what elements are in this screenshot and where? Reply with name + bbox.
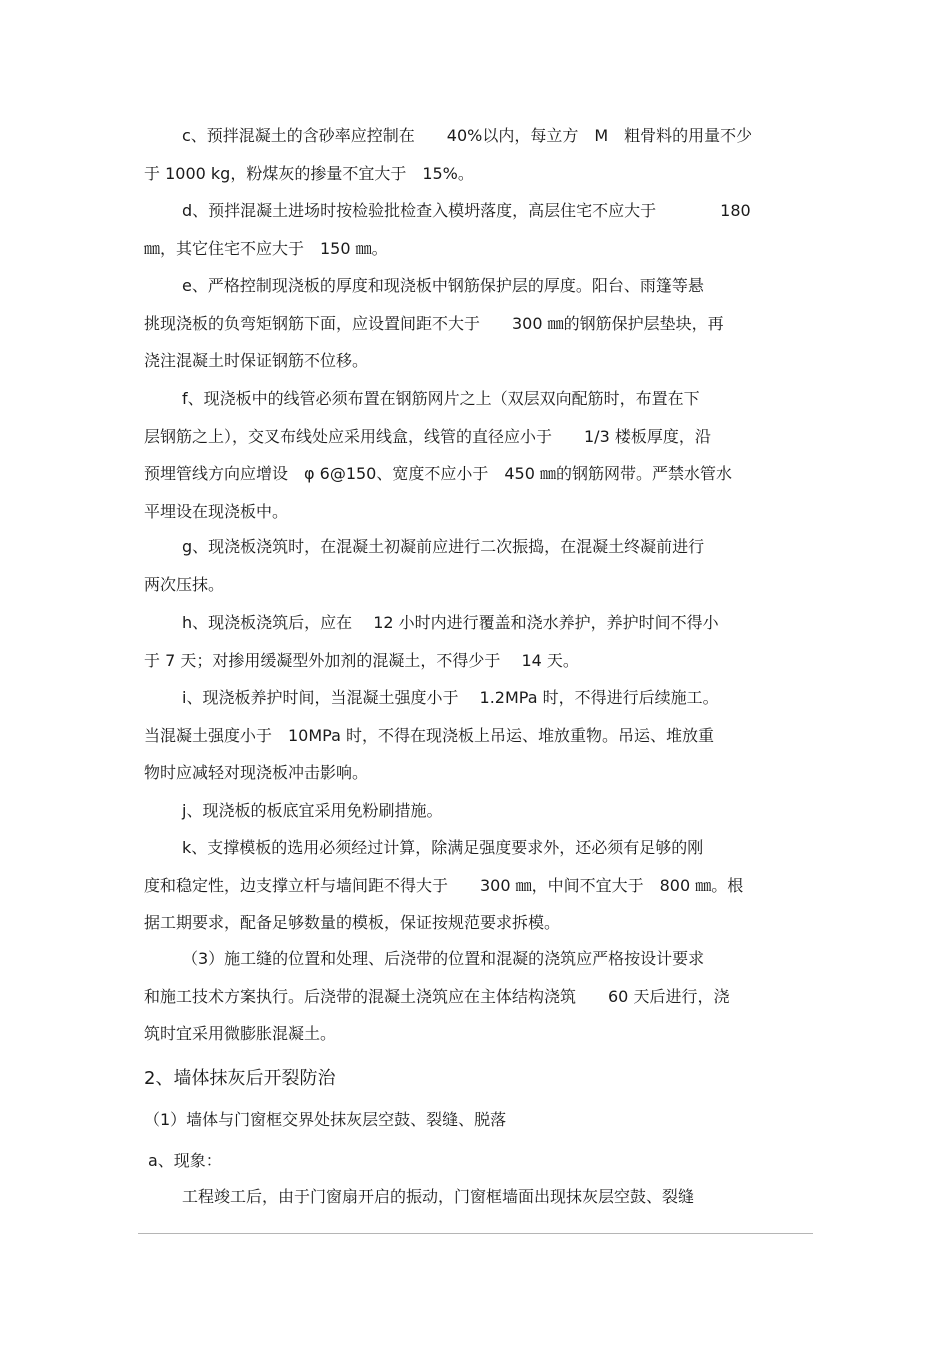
text-line: ㎜，其它住宅不应大于 150 ㎜。 bbox=[144, 238, 388, 258]
text-line: k、支撑模板的选用必须经过计算，除满足强度要求外，还必须有足够的刚 bbox=[182, 838, 704, 857]
text-line: d、预拌混凝土进场时按检验批检查入模坍落度，高层住宅不应大于 180 bbox=[182, 201, 751, 220]
text-line: 筑时宜采用微膨胀混凝土。 bbox=[144, 1024, 337, 1043]
paragraph-i bbox=[144, 679, 814, 792]
paragraph-g bbox=[144, 528, 814, 603]
paragraph-d bbox=[144, 192, 814, 267]
text-line: e、严格控制现浇板的厚度和现浇板中钢筋保护层的厚度。阳台、雨篷等悬 bbox=[182, 276, 704, 295]
text-line: 层钢筋之上），交叉布线处应采用线盒，线管的直径应小于 1/3 楼板厚度，沿 bbox=[144, 426, 711, 446]
text-line: f、现浇板中的线管必须布置在钢筋网片之上（双层双向配筋时，布置在下 bbox=[182, 389, 700, 408]
text-line: i、现浇板养护时间，当混凝土强度小于 1.2MPa 时，不得进行后续施工。 bbox=[182, 688, 719, 707]
text-line: 平埋设在现浇板中。 bbox=[144, 501, 289, 521]
text-line: 浇注混凝土时保证钢筋不位移。 bbox=[144, 351, 369, 370]
section-heading: 2、墙体抹灰后开裂防治 bbox=[144, 1068, 336, 1089]
subsection-heading: （1）墙体与门窗框交界处抹灰层空鼓、裂缝、脱落 bbox=[144, 1110, 507, 1129]
text-line: h、现浇板浇筑后，应在 12 小时内进行覆盖和浇水养护，养护时间不得小 bbox=[182, 613, 719, 632]
text-line: 度和稳定性，边支撑立杆与墙间距不得大于 300 ㎜，中间不宜大于 800 ㎜。根 bbox=[144, 875, 744, 895]
paragraph-e bbox=[144, 267, 814, 380]
paragraph-k bbox=[144, 829, 814, 942]
item-a-text: 工程竣工后，由于门窗扇开启的振动，门窗框墙面出现抹灰层空鼓、裂缝 bbox=[182, 1187, 695, 1206]
paragraph-c bbox=[144, 117, 814, 192]
paragraph-f bbox=[144, 380, 814, 530]
text-line: g、现浇板浇筑时，在混凝土初凝前应进行二次振捣，在混凝土终凝前进行 bbox=[182, 537, 705, 556]
text-line: 于 7 天；对掺用缓凝型外加剂的混凝土，不得少于 14 天。 bbox=[144, 650, 579, 670]
text-line: 于 1000 kg，粉煤灰的掺量不宜大于 15%。 bbox=[144, 163, 474, 183]
item-a-label: a、现象： bbox=[148, 1151, 222, 1170]
paragraph-j bbox=[144, 792, 814, 830]
text-line: 挑现浇板的负弯矩钢筋下面，应设置间距不大于 300 ㎜的钢筋保护层垫块，再 bbox=[144, 313, 724, 333]
text-line: 和施工技术方案执行。后浇带的混凝土浇筑应在主体结构浇筑 60 天后进行，浇 bbox=[144, 986, 730, 1006]
text-line: 据工期要求，配备足够数量的模板，保证按规范要求拆模。 bbox=[144, 913, 561, 932]
text-line: 预埋管线方向应增设 φ 6@150、宽度不应小于 450 ㎜的钢筋网带。严禁水管水 bbox=[144, 464, 732, 483]
paragraph-3 bbox=[144, 940, 814, 1053]
text-line: c、预拌混凝土的含砂率应控制在 40%以内，每立方 M 粗骨料的用量不少 bbox=[182, 126, 753, 145]
text-line: 两次压抹。 bbox=[144, 574, 225, 594]
page-divider bbox=[138, 1233, 813, 1234]
text-line: 物时应减轻对现浇板冲击影响。 bbox=[144, 763, 369, 782]
paragraph-h bbox=[144, 604, 814, 679]
text-line: j、现浇板的板底宜采用免粉刷措施。 bbox=[182, 801, 443, 820]
text-line: 当混凝土强度小于 10MPa 时，不得在现浇板上吊运、堆放重物。吊运、堆放重 bbox=[144, 725, 714, 745]
text-line: （3）施工缝的位置和处理、后浇带的位置和混凝的浇筑应严格按设计要求 bbox=[182, 949, 705, 968]
